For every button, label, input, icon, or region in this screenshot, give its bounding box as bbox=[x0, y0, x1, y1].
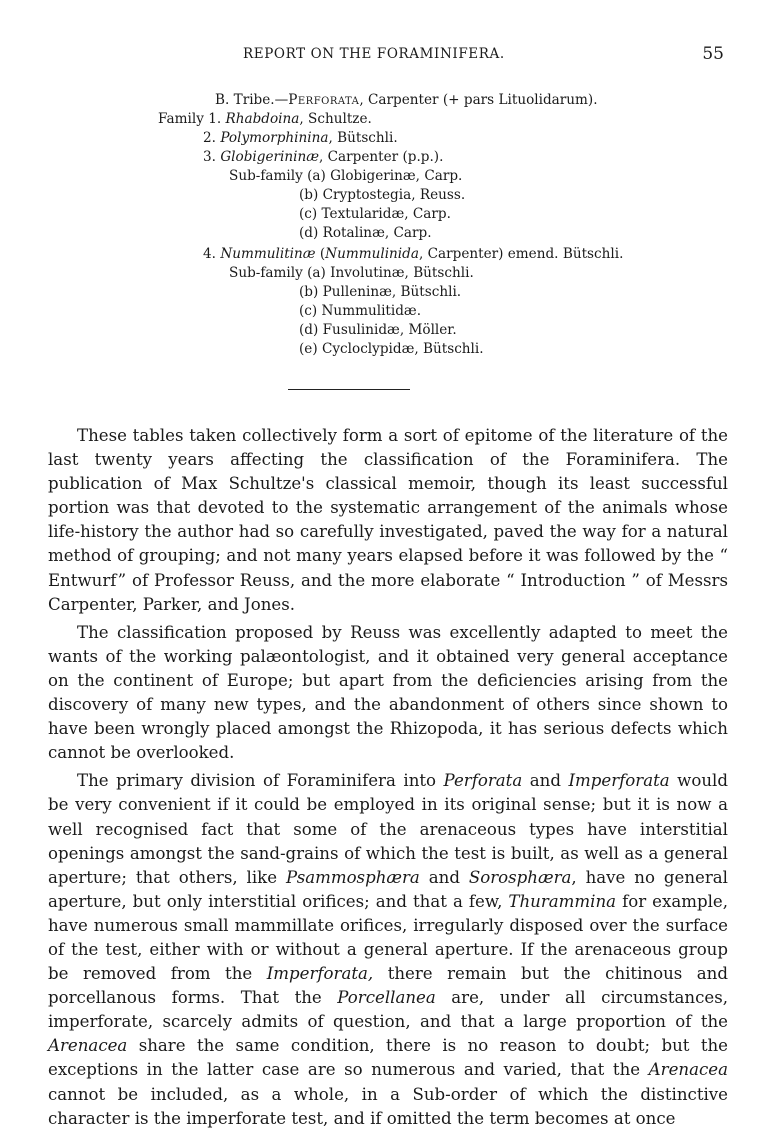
subfamily-line: (c) Textularidæ, Carp. bbox=[299, 206, 451, 222]
paren-open: ( bbox=[315, 246, 326, 262]
text-run: for example, have numerous small mammillate orifices, irregularly disposed over the surface of the test, either with or without a general aperture. If the arenaceous group be removed from the bbox=[48, 891, 728, 984]
page-number: 55 bbox=[702, 44, 724, 64]
family-1 bbox=[158, 110, 372, 129]
family-3 bbox=[203, 148, 443, 167]
subfamily-line: Sub-family (a) Involutinæ, Bütschli. bbox=[229, 265, 474, 281]
italic-term: Arenacea bbox=[648, 1060, 728, 1080]
paragraph-3 bbox=[48, 769, 728, 1130]
family-name: Polymorphinina bbox=[220, 130, 329, 146]
section-divider bbox=[288, 389, 410, 390]
italic-term: Psammosphæra bbox=[285, 867, 420, 887]
text-run: would be very convenient if it could be employed in its original sense; but it is now a well recognised fact that some of the arenaceous types have interstitial openings amongst the sand-grains of which the test is built, as well as a general aperture; that others, like bbox=[48, 771, 728, 887]
italic-term: Perforata bbox=[443, 771, 523, 791]
paragraph-2: The classification proposed by Reuss was excellently adapted to meet the wants of the working palæontologist, and it obtained very general acceptance on the continent of Europe; but apart from the deficiencies arising from the discovery of many new types, and the abandonment of others since shown to have been wrongly placed amongst the Rhizopoda, it has serious defects which cannot be overlooked. bbox=[48, 622, 728, 763]
family-authority: , Schultze. bbox=[299, 111, 372, 127]
family-4 bbox=[203, 245, 623, 264]
subfamily-line: Sub-family (a) Globigerinæ, Carp. bbox=[229, 168, 463, 184]
family-authority: , Carpenter (p.p.). bbox=[318, 149, 444, 165]
tribe-line bbox=[215, 91, 598, 110]
family-authority: , Carpenter) emend. Bütschli. bbox=[418, 246, 624, 262]
body-text bbox=[48, 424, 728, 1131]
paragraph-1: These tables taken collectively form a sort of epitome of the literature of the last twenty years affecting the classification of the Foraminifera. The publication of Max Schultze's classical memoir, though its least successful portion was that devoted to the systematic arrangement of the animals whose life-history the author had so carefully investigated, paved the way for a natural method of grouping; and not many years elapsed before it was followed by the “ Entwurf” of Professor Reuss, and the more elaborate “ Introduction ” of Messrs Carpenter, Parker, and Jones. bbox=[48, 426, 728, 614]
family-number: 3. bbox=[203, 149, 216, 165]
family-name: Nummulitinæ bbox=[220, 246, 316, 262]
family-authority: , Bütschli. bbox=[328, 130, 398, 146]
subfamily-line: (c) Nummulitidæ. bbox=[299, 303, 422, 319]
tribe-rest: , Carpenter (+ pars Lituolidarum). bbox=[359, 92, 598, 108]
italic-term: Imperforata, bbox=[266, 964, 374, 984]
family-number: 4. bbox=[203, 246, 216, 262]
text-run: there remain but the chitinous and porcellanous forms. That the bbox=[48, 964, 728, 1008]
text-run: The primary division of Foraminifera into bbox=[77, 771, 444, 791]
text-run: are, under all circumstances, imperforate, scarcely admits of question, and that a large proportion of the bbox=[48, 988, 728, 1032]
subfamily-line: (d) Fusulinidæ, Möller. bbox=[299, 322, 457, 338]
text-run: and bbox=[419, 867, 469, 887]
family-alt-name: Nummulinida bbox=[325, 246, 419, 262]
family-number: Family 1. bbox=[158, 111, 222, 127]
italic-term: Porcellanea bbox=[337, 988, 436, 1008]
tribe-label: B. Tribe.— bbox=[215, 92, 289, 108]
subfamily-line: (b) Cryptostegia, Reuss. bbox=[299, 187, 466, 203]
text-run: cannot be included, as a whole, in a Sub-order of which the distinctive character is the imperforate test, and if omitted the term becomes at once bbox=[48, 1084, 728, 1128]
family-name: Globigerininæ bbox=[220, 149, 319, 165]
family-name: Rhabdoina bbox=[225, 111, 300, 127]
family-2 bbox=[203, 129, 398, 148]
tribe-name: Perforata bbox=[288, 92, 360, 108]
italic-term: Thurammina bbox=[508, 891, 617, 911]
subfamily-line: (d) Rotalinæ, Carp. bbox=[299, 225, 432, 241]
italic-term: Sorosphæra bbox=[468, 867, 572, 887]
subfamily-line: (b) Pulleninæ, Bütschli. bbox=[299, 284, 462, 300]
running-title: REPORT ON THE FORAMINIFERA. bbox=[243, 46, 505, 62]
subfamily-line: (e) Cycloclypidæ, Bütschli. bbox=[299, 341, 484, 357]
text-run: and bbox=[522, 771, 569, 791]
text-run: , have no general aperture, but only interstitial orifices; and that a few, bbox=[48, 867, 728, 911]
italic-term: Imperforata bbox=[568, 771, 670, 791]
family-number: 2. bbox=[203, 130, 216, 146]
text-run: share the same condition, there is no reason to doubt; but the exceptions in the latter case are so numerous and varied, that the bbox=[48, 1036, 728, 1080]
italic-term: Arenacea bbox=[48, 1036, 128, 1056]
